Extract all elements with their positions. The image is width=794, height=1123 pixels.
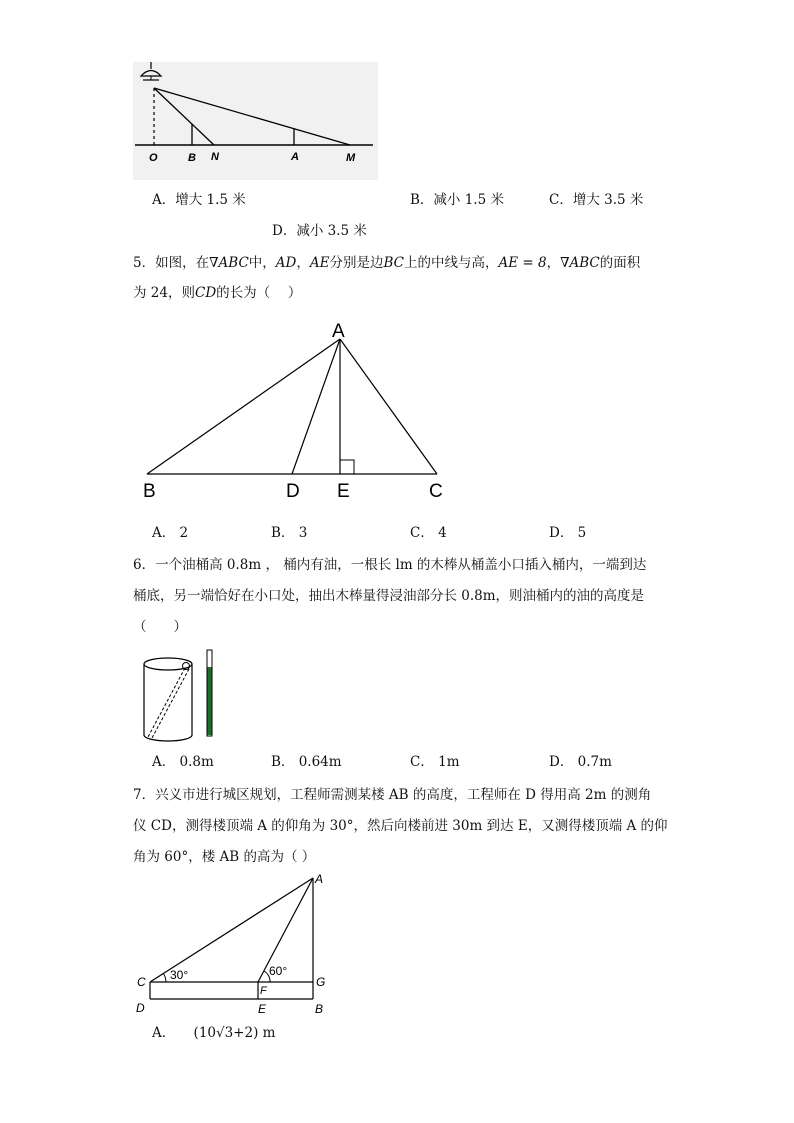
stick-inside-b: [152, 669, 189, 738]
q5-given-ae: AE = 8: [498, 255, 547, 271]
q4-option-b[interactable]: B．减小 1.5 米: [410, 192, 504, 208]
q5-text: 分别是边: [329, 255, 384, 271]
side-ab: [147, 339, 340, 474]
q5-text: 中，: [248, 255, 276, 271]
q6-option-c[interactable]: C． 1m: [410, 754, 460, 770]
q7-stem-line2: 仪 CD，测得楼顶端 A 的仰角为 30°，然后向楼前进 30m 到达 E，又测得楼顶端 A 的仰: [133, 818, 668, 834]
stick-oil-part: [208, 667, 212, 735]
label-d: D: [286, 481, 300, 502]
figure-background: [133, 62, 378, 180]
label-a: A: [315, 872, 324, 886]
q7-option-a-expression: (10√3+2) m: [193, 1025, 276, 1041]
q5-text: 为 24，则: [133, 285, 195, 301]
angle-label-60: 60°: [269, 964, 288, 978]
fig4-label-m: M: [346, 152, 356, 164]
fig4-label-n: N: [211, 151, 219, 163]
q6-option-b[interactable]: B． 0.64m: [271, 754, 342, 770]
q5-text: 上的中线与高，: [403, 255, 499, 271]
q5-segment-bc: BC: [383, 255, 404, 271]
label-e: E: [337, 481, 350, 502]
angle-arc-30: [163, 973, 166, 982]
q7-stem-line3: 角为 60°，楼 AB 的高为（ ）: [133, 849, 316, 865]
label-f: F: [260, 985, 267, 997]
figure-oil-barrel: [140, 645, 220, 745]
q5-text: 的长为（ ）: [216, 285, 302, 301]
q7-option-a[interactable]: [152, 1027, 275, 1041]
q6-stem-line1: 6．一个油桶高 0.8m ， 桶内有油，一根长 lm 的木棒从桶盖小口插入桶内，一端到达: [133, 557, 647, 573]
q4-option-c[interactable]: C．增大 3.5 米: [549, 192, 644, 208]
q5-option-b[interactable]: B． 3: [271, 525, 308, 541]
label-b: B: [143, 481, 156, 502]
q7-option-a-label: A．: [152, 1025, 176, 1041]
q5-triangle-abc: ∇ABC: [560, 255, 600, 271]
label-e: E: [258, 1002, 267, 1016]
fig4-label-b: B: [188, 152, 196, 164]
median-ad: [292, 339, 340, 474]
label-c: C: [429, 481, 443, 502]
q5-stem-line1: [133, 257, 640, 271]
q4-option-d[interactable]: D．减小 3.5 米: [272, 223, 367, 239]
q5-option-a[interactable]: A． 2: [152, 525, 189, 541]
q5-segment-cd: CD: [194, 285, 217, 301]
side-ac: [340, 339, 437, 474]
q5-text: 5．如图，在: [133, 255, 210, 271]
stick-inside-a: [148, 668, 185, 737]
barrel-bottom: [144, 735, 192, 741]
q5-segment-ad: AD: [275, 255, 297, 271]
q6-stem-line2: 桶底，另一端恰好在小口处，抽出木棒量得浸油部分长 0.8m，则油桶内的油的高度是: [133, 588, 645, 604]
q5-text: ，: [546, 255, 561, 271]
q5-triangle-abc: ∇ABC: [209, 255, 249, 271]
q6-stem-line3: （ ）: [133, 619, 187, 635]
label-b: B: [315, 1002, 324, 1016]
q6-option-a[interactable]: A． 0.8m: [152, 754, 214, 770]
label-c: C: [137, 975, 146, 989]
q4-option-a[interactable]: A．增大 1.5 米: [152, 192, 246, 208]
q5-option-d[interactable]: D． 5: [549, 525, 587, 541]
label-d: D: [136, 1001, 145, 1015]
figure-building-angles: [130, 870, 345, 1018]
sight-ca: [150, 878, 313, 982]
fig4-label-a: A: [291, 151, 299, 163]
fig4-label-o: O: [149, 152, 158, 164]
q5-option-c[interactable]: C． 4: [410, 525, 447, 541]
q5-text: ，: [296, 255, 310, 271]
figure-triangle-abc: [135, 315, 455, 505]
figure-lamp-shadow: [133, 62, 378, 180]
q6-option-d[interactable]: D． 0.7m: [549, 754, 612, 770]
angle-label-30: 30°: [170, 968, 189, 982]
q7-stem-line1: 7．兴义市进行城区规划，工程师需测某楼 AB 的高度，工程师在 D 得用高 2m 的测角: [133, 787, 652, 803]
label-a: A: [332, 321, 345, 342]
label-g: G: [316, 975, 326, 989]
q5-text: 的面积: [599, 255, 641, 271]
q5-segment-ae: AE: [309, 255, 330, 271]
right-angle-mark: [340, 460, 354, 474]
q5-stem-line2: [133, 287, 301, 301]
